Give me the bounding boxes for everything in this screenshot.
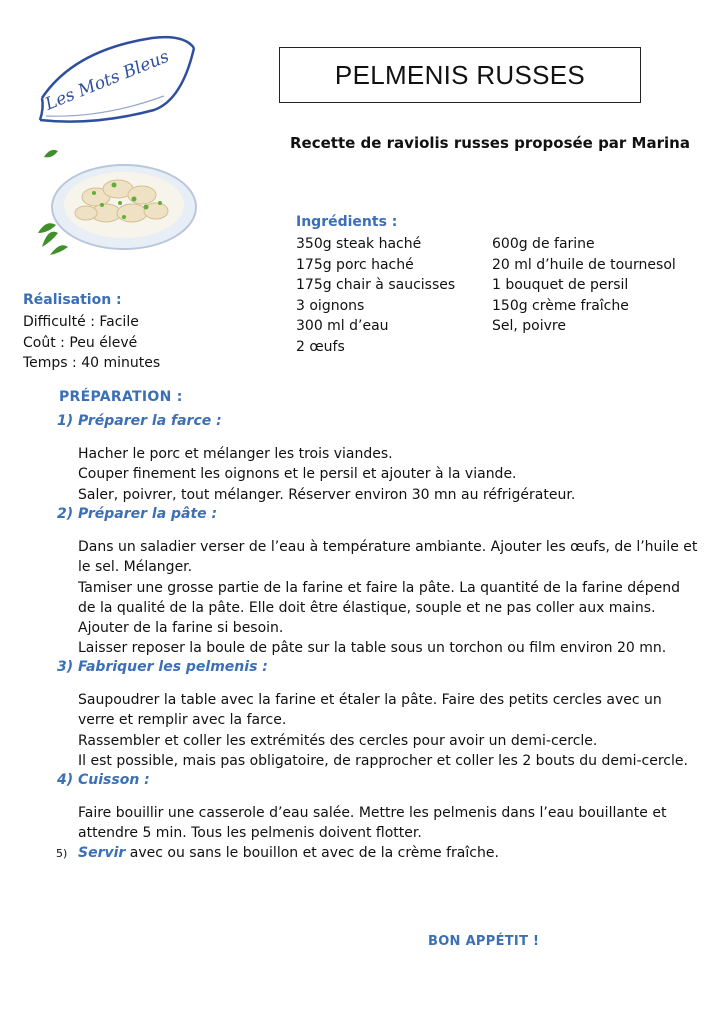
step-line: Rassembler et coller les extrémités des cercles pour avoir un demi-cercle. <box>78 732 598 749</box>
step-line: Saler, poivrer, tout mélanger. Réserver environ 30 mn au réfrigérateur. <box>78 486 576 503</box>
step-line: verre et remplir avec la farce. <box>78 712 287 729</box>
ingredient-item: 150g crème fraîche <box>492 297 629 314</box>
step-line: Dans un saladier verser de l’eau à température ambiante. Ajouter les œufs, de l’huile et <box>78 539 698 555</box>
step-4-title: 4) Cuisson : <box>57 772 150 788</box>
recipe-title: PELMENIS RUSSES <box>279 47 641 103</box>
preparation-heading: PRÉPARATION : <box>59 389 183 405</box>
realisation-item: Temps : 40 minutes <box>23 355 161 371</box>
ingredients-list-left <box>296 234 455 357</box>
ingredients-heading: Ingrédients : <box>296 214 398 230</box>
step-5-keyword: Servir <box>78 845 126 861</box>
step-4-text <box>78 803 688 844</box>
ingredient-item: 2 œufs <box>296 338 345 355</box>
ingredient-item: 300 ml d’eau <box>296 318 389 334</box>
ingredient-item: 3 oignons <box>296 297 365 314</box>
pelmeni-dish-photo <box>36 137 201 259</box>
step-3-title: 3) Fabriquer les pelmenis : <box>57 659 268 675</box>
recipe-subtitle: Recette de raviolis russes proposée par Marina <box>290 134 690 152</box>
step-line: de la qualité de la pâte. Elle doit être élastique, souple et ne pas coller aux mains. <box>78 599 656 616</box>
realisation-heading: Réalisation : <box>23 292 122 308</box>
step-line: Saupoudrer la table avec la farine et étaler la pâte. Faire des petits cercles avec un <box>78 692 662 708</box>
ingredient-item: 175g porc haché <box>296 256 414 273</box>
step-3-text <box>78 690 688 771</box>
step-line: le sel. Mélanger. <box>78 559 193 576</box>
svg-text:Les Mots Bleus: Les Mots Bleus <box>42 46 173 115</box>
step-line: attendre 5 min. Tous les pelmenis doivent flotter. <box>78 825 422 842</box>
realisation-list <box>23 312 160 374</box>
ingredient-item: 175g chair à saucisses <box>296 277 456 293</box>
ingredient-item: 20 ml d’huile de tournesol <box>492 256 676 273</box>
step-1-title: 1) Préparer la farce : <box>57 413 222 429</box>
ingredients-list-right <box>492 234 676 337</box>
step-line: Faire bouillir une casserole d’eau salée. Mettre les pelmenis dans l’eau bouillante et <box>78 805 667 821</box>
step-1-text <box>78 444 688 505</box>
ingredient-item: 600g de farine <box>492 236 595 252</box>
realisation-item: Difficulté : Facile <box>23 314 139 330</box>
ingredient-item: 350g steak haché <box>296 236 422 252</box>
step-line: Laisser reposer la boule de pâte sur la table sous un torchon ou film environ 20 mn. <box>78 640 667 657</box>
step-2-text <box>78 537 698 659</box>
bon-appetit: BON APPÉTIT ! <box>428 934 540 949</box>
step-2-title: 2) Préparer la pâte : <box>57 506 218 522</box>
step-5-number: 5) <box>56 847 68 860</box>
realisation-item: Coût : Peu élevé <box>23 334 138 351</box>
step-line: Tamiser une grosse partie de la farine et faire la pâte. La quantité de la farine dépend <box>78 579 680 596</box>
ingredient-item: Sel, poivre <box>492 318 566 334</box>
step-5-rest: avec ou sans le bouillon et avec de la crème fraîche. <box>125 845 499 861</box>
ingredient-item: 1 bouquet de persil <box>492 277 629 293</box>
step-line: Couper finement les oignons et le persil et ajouter à la viande. <box>78 466 517 483</box>
step-line: Ajouter de la farine si besoin. <box>78 620 284 637</box>
step-5-text <box>78 845 499 861</box>
step-line: Il est possible, mais pas obligatoire, de rapprocher et coller les 2 bouts du demi-cercle. <box>78 752 688 769</box>
step-line: Hacher le porc et mélanger les trois viandes. <box>78 446 393 462</box>
les-mots-bleus-logo <box>34 30 199 130</box>
